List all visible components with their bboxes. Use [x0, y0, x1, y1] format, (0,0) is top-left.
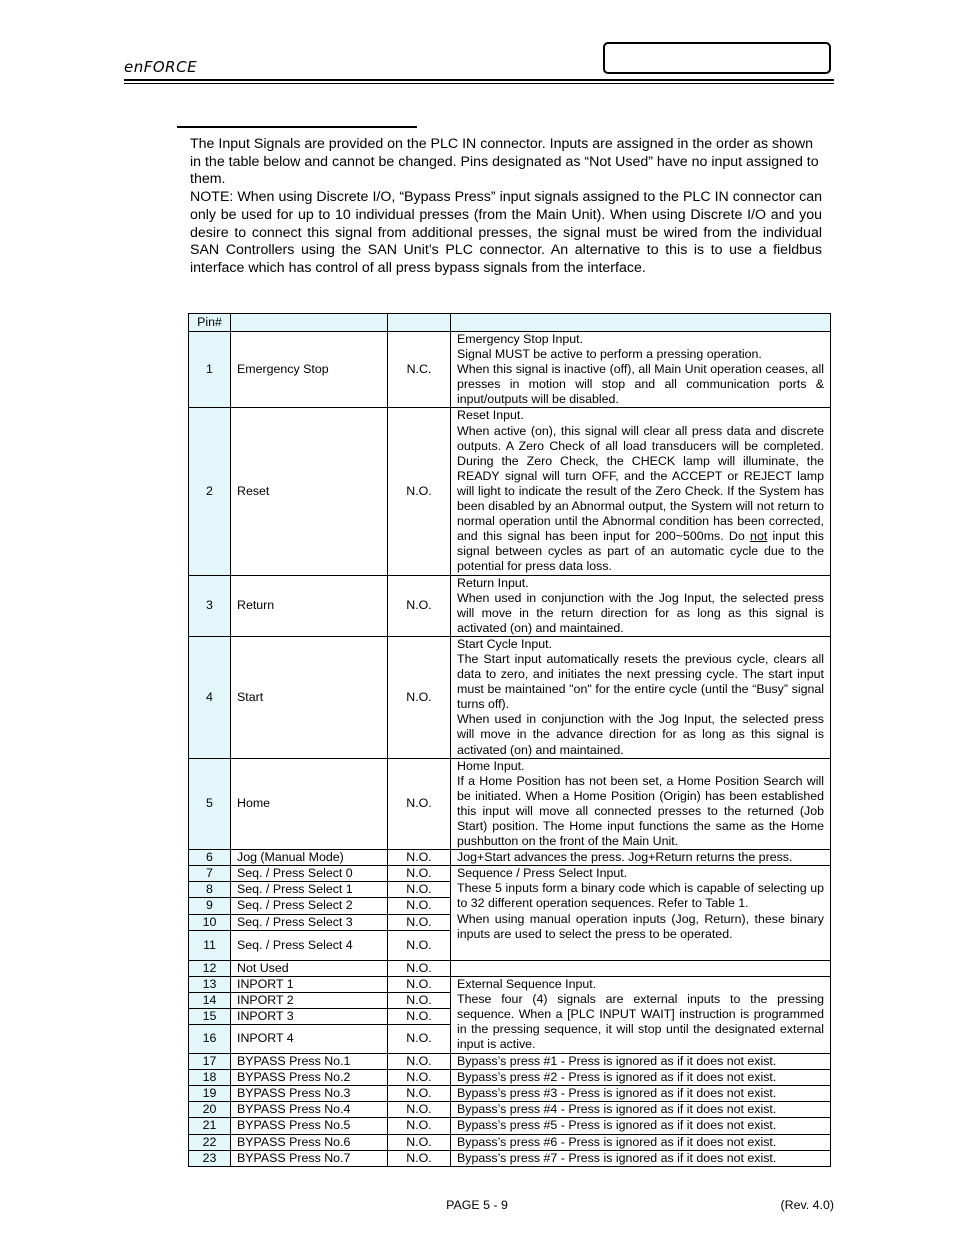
signal-name: BYPASS Press No.4 — [231, 1102, 388, 1118]
table-row — [189, 1150, 831, 1166]
pin-number: 20 — [189, 1102, 231, 1118]
signal-type: N.O. — [388, 898, 451, 914]
signal-name: Return — [231, 575, 388, 636]
table-row — [189, 850, 831, 866]
table-row — [189, 1070, 831, 1086]
pin-number: 15 — [189, 1008, 231, 1024]
pin-number: 5 — [189, 758, 231, 850]
section-title-underline — [177, 126, 417, 128]
signal-type: N.O. — [388, 1118, 451, 1134]
signal-description — [451, 575, 831, 636]
desc-text: input this signal between cycles as part of an automatic cycle due to the potential for press data loss. — [457, 529, 824, 574]
header-signal — [231, 314, 388, 332]
pin-number: 1 — [189, 332, 231, 408]
table-row — [189, 1118, 831, 1134]
signal-type: N.O. — [388, 1086, 451, 1102]
desc-text: When active (on), this signal will clear all press data and discrete outputs. A Zero Check of all load transducers will be completed. During the Zero Check, the CHECK lamp will illuminate, the READY signal will turn OFF, and the ACCEPT or REJECT lamp will light to indicate the result of the Zero Check. If the System has been disabled by an Abnormal output, the System will not return to normal operation until the Abnormal condition has been corrected, and this signal has been input for 200~500ms. Do — [457, 423, 824, 544]
signal-name: Seq. / Press Select 2 — [231, 898, 388, 914]
pin-number: 21 — [189, 1118, 231, 1134]
table-row — [189, 408, 831, 575]
signal-type: N.O. — [388, 960, 451, 976]
signal-type: N.O. — [388, 1070, 451, 1086]
signal-name: Seq. / Press Select 4 — [231, 930, 388, 960]
signal-type: N.O. — [388, 1008, 451, 1024]
signal-name: Home — [231, 758, 388, 850]
signal-description — [451, 332, 831, 408]
table-row — [189, 960, 831, 976]
signal-type: N.O. — [388, 930, 451, 960]
signal-type: N.O. — [388, 408, 451, 575]
pin-number: 14 — [189, 992, 231, 1008]
signal-type: N.O. — [388, 850, 451, 866]
signal-description: Bypass’s press #2 - Press is ignored as if it does not exist. — [451, 1070, 831, 1086]
signal-description: Jog+Start advances the press. Jog+Return returns the press. — [451, 850, 831, 866]
signal-type: N.O. — [388, 866, 451, 882]
header-description — [451, 314, 831, 332]
signal-type: N.O. — [388, 1134, 451, 1150]
desc-line: Sequence / Press Select Input. — [457, 866, 628, 881]
desc-line: The Start input automatically resets the previous cycle, clears all data to zero, and initiates the next pressing cycle. The start input must be maintained "on" for the entire cycle (until the “Busy” signal turns off). — [457, 651, 824, 712]
header-pin: Pin# — [189, 314, 231, 332]
pin-number: 18 — [189, 1070, 231, 1086]
signal-type: N.O. — [388, 1150, 451, 1166]
signal-name: INPORT 2 — [231, 992, 388, 1008]
signal-name: Emergency Stop — [231, 332, 388, 408]
table-row — [189, 758, 831, 850]
desc-line: When used in conjunction with the Jog Input, the selected press will move in the advance direction for as long as this signal is activated (on) and maintained. — [457, 712, 824, 757]
desc-line: These four (4) signals are external inputs to the pressing sequence. When a [PLC INPUT WAIT] instruction is programmed in the pressing sequence, it will stop until the designated external input is active. — [457, 991, 824, 1052]
desc-line: Return Input. — [457, 575, 529, 590]
pin-number: 22 — [189, 1134, 231, 1150]
intro-note: NOTE: When using Discrete I/O, “Bypass Press” input signals assigned to the PLC IN connector can only be used for up to 10 individual presses (from the Main Unit). When using Discrete I/O and you desire to connect this signal from additional presses, the signal must be wired from the individual SAN Controllers using the SAN Unit’s PLC connector. An alternative to this is to use a fieldbus interface which has control of all press bypass signals from the interface. — [190, 189, 822, 276]
signal-description — [451, 758, 831, 850]
table-header-row — [189, 314, 831, 332]
table-row — [189, 1086, 831, 1102]
signal-name: INPORT 3 — [231, 1008, 388, 1024]
signal-type: N.O. — [388, 914, 451, 930]
signal-type: N.O. — [388, 636, 451, 758]
signal-type: N.O. — [388, 1102, 451, 1118]
intro-text — [190, 136, 822, 278]
signal-type: N.O. — [388, 575, 451, 636]
desc-line: If a Home Position has not been set, a Home Position Search will be initiated. When a Home Position (Origin) has been established this input will move all connected presses to the returned (Job Start) position. The Home input functions the same as the Home pushbutton on the front of the Main Unit. — [457, 773, 824, 849]
desc-line: Reset Input. — [457, 408, 524, 423]
pin-number: 16 — [189, 1025, 231, 1054]
signal-description: Bypass’s press #7 - Press is ignored as if it does not exist. — [451, 1150, 831, 1166]
table-row — [189, 1102, 831, 1118]
header-title-box — [603, 42, 831, 74]
table-row — [189, 1054, 831, 1070]
pin-number: 3 — [189, 575, 231, 636]
header-rule-thin — [124, 83, 834, 84]
desc-line: Home Input. — [457, 758, 525, 773]
signal-name: BYPASS Press No.3 — [231, 1086, 388, 1102]
signal-name: BYPASS Press No.6 — [231, 1134, 388, 1150]
signal-name: INPORT 4 — [231, 1025, 388, 1054]
pin-number: 13 — [189, 976, 231, 992]
input-signals-table — [188, 313, 831, 1167]
pin-number: 9 — [189, 898, 231, 914]
intro-paragraph: The Input Signals are provided on the PLC IN connector. Inputs are assigned in the order as shown in the table below and cannot be changed. Pins designated as “Not Used” have no input assigned to them. — [190, 136, 819, 188]
desc-line: These 5 inputs form a binary code which is capable of selecting up to 32 different operation sequences. Refer to Table 1. — [457, 881, 824, 911]
signal-description — [451, 960, 831, 976]
signal-description: Bypass’s press #4 - Press is ignored as if it does not exist. — [451, 1102, 831, 1118]
signal-name: Reset — [231, 408, 388, 575]
pin-number: 19 — [189, 1086, 231, 1102]
desc-line — [457, 424, 824, 575]
desc-line: External Sequence Input. — [457, 976, 597, 991]
page-number: PAGE 5 - 9 — [446, 1198, 508, 1212]
header-type — [388, 314, 451, 332]
revision-label: (Rev. 4.0) — [780, 1198, 834, 1212]
signal-type: N.O. — [388, 1054, 451, 1070]
signal-description: Bypass’s press #5 - Press is ignored as if it does not exist. — [451, 1118, 831, 1134]
signal-type: N.O. — [388, 758, 451, 850]
signal-name: Jog (Manual Mode) — [231, 850, 388, 866]
signal-type: N.O. — [388, 992, 451, 1008]
pin-number: 7 — [189, 866, 231, 882]
signal-description — [451, 636, 831, 758]
signal-name: Seq. / Press Select 0 — [231, 866, 388, 882]
signal-name: Seq. / Press Select 1 — [231, 882, 388, 898]
signal-name: BYPASS Press No.2 — [231, 1070, 388, 1086]
desc-line: When used in conjunction with the Jog Input, the selected press will move in the return direction for as long as this signal is activated (on) and maintained. — [457, 590, 824, 635]
desc-emphasis: not — [750, 529, 768, 544]
signal-name: BYPASS Press No.7 — [231, 1150, 388, 1166]
signal-description: Bypass’s press #1 - Press is ignored as if it does not exist. — [451, 1054, 831, 1070]
signal-name: BYPASS Press No.5 — [231, 1118, 388, 1134]
enforce-logo: enFORCE — [124, 58, 198, 76]
pin-number: 11 — [189, 930, 231, 960]
pin-number: 8 — [189, 882, 231, 898]
desc-line: Emergency Stop Input. — [457, 332, 584, 346]
signal-name: Not Used — [231, 960, 388, 976]
table-row — [189, 976, 831, 992]
header-rule — [124, 79, 834, 81]
table-row — [189, 866, 831, 882]
signal-description — [451, 866, 831, 960]
signal-type: N.O. — [388, 1025, 451, 1054]
pin-number: 4 — [189, 636, 231, 758]
signal-description — [451, 976, 831, 1053]
desc-line: When this signal is inactive (off), all Main Unit operation ceases, all presses in motion will stop and all communication ports & input/outputs will be disabled. — [457, 362, 824, 407]
table-row — [189, 575, 831, 636]
pin-number: 2 — [189, 408, 231, 575]
signal-description: Bypass’s press #6 - Press is ignored as if it does not exist. — [451, 1134, 831, 1150]
pin-number: 12 — [189, 960, 231, 976]
desc-line: When using manual operation inputs (Jog, Return), these binary inputs are used to select the press to be operated. — [457, 911, 824, 941]
signal-type: N.O. — [388, 882, 451, 898]
pin-number: 23 — [189, 1150, 231, 1166]
desc-line: Start Cycle Input. — [457, 636, 553, 651]
signal-type: N.O. — [388, 976, 451, 992]
pin-number: 10 — [189, 914, 231, 930]
signal-name: Start — [231, 636, 388, 758]
signal-type: N.C. — [388, 332, 451, 408]
signal-name: INPORT 1 — [231, 976, 388, 992]
signal-name: BYPASS Press No.1 — [231, 1054, 388, 1070]
signal-description: Bypass’s press #3 - Press is ignored as if it does not exist. — [451, 1086, 831, 1102]
pin-number: 17 — [189, 1054, 231, 1070]
signal-description — [451, 408, 831, 575]
pin-number: 6 — [189, 850, 231, 866]
table-row — [189, 636, 831, 758]
signal-name: Seq. / Press Select 3 — [231, 914, 388, 930]
desc-line: Signal MUST be active to perform a pressing operation. — [457, 347, 762, 362]
table-row — [189, 332, 831, 408]
table-row — [189, 1134, 831, 1150]
